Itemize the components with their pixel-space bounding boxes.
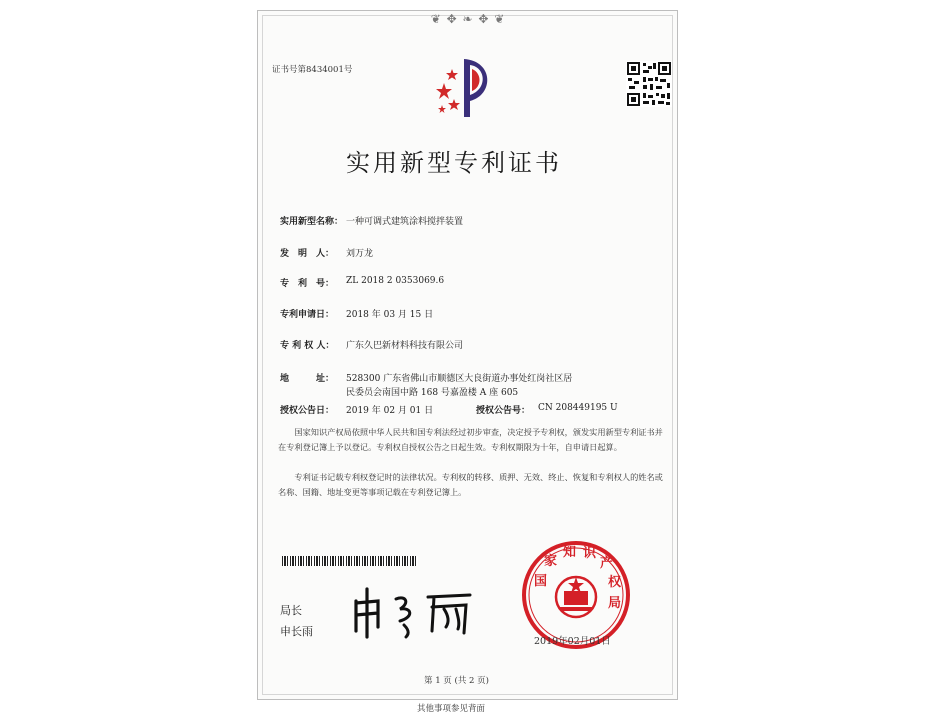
- address-label: 地 址：: [280, 374, 335, 384]
- statement-paragraph-1: 国家知识产权局依照中华人民共和国专利法经过初步审查，决定授予专利权，颁发实用新型专利证书并在专利登记簿上予以登记。专利权自授权公告之日起生效。专利权期限为十年，自申请日起算。: [278, 427, 663, 452]
- grant-date-value: 2019 年 02 月 01 日: [346, 406, 434, 416]
- patentee-label: 专 利 权 人：: [280, 341, 335, 351]
- svg-text:产: 产: [600, 556, 614, 571]
- patent-number-value: ZL 2018 2 0353069.6: [346, 276, 445, 286]
- filing-date-value: 2018 年 03 月 15 日: [346, 310, 434, 320]
- filing-date-label: 专利申请日：: [280, 310, 335, 320]
- certificate-number: 证书号第8434001号: [272, 65, 353, 75]
- barcode-icon: [282, 556, 418, 566]
- address-line-1: 528300 广东省佛山市顺德区大良街道办事处红岗社区居: [346, 374, 573, 384]
- grant-number-label: 授权公告号：: [476, 406, 531, 416]
- address-line-2: 民委员会南国中路 168 号嘉盈楼 A 座 605: [346, 388, 519, 398]
- patent-certificate: [257, 10, 678, 700]
- handwritten-signature-icon: [348, 581, 478, 641]
- utility-name-value: 一种可调式建筑涂料搅拌装置: [346, 217, 464, 227]
- patent-number-label: 专 利 号：: [280, 279, 335, 289]
- grant-date-label: 授权公告日：: [280, 406, 335, 416]
- director-name: 申长雨: [280, 625, 313, 638]
- seal-date: 2019年02月01日: [534, 636, 611, 647]
- svg-text:识: 识: [583, 546, 597, 561]
- utility-name-label: 实用新型名称：: [280, 217, 344, 227]
- inventor-value: 刘万龙: [346, 249, 374, 259]
- patentee-value: 广东久巴新材料科技有限公司: [346, 341, 464, 351]
- top-ornament: ❦ ✥ ❧ ✥ ❦: [430, 12, 506, 26]
- certificate-title: 实用新型专利证书: [346, 149, 562, 177]
- statement-paragraph-2: 专利证书记载专利权登记时的法律状况。专利权的转移、质押、无效、终止、恢复和专利权人的姓名或名称、国籍、地址变更等事项记载在专利登记簿上。: [278, 472, 663, 497]
- cnipa-logo-icon: [436, 55, 496, 121]
- svg-text:局: 局: [608, 596, 622, 611]
- svg-text:家: 家: [544, 554, 558, 569]
- qr-code-icon: [626, 61, 672, 107]
- page-indicator: 第 1 页 (共 2 页): [424, 676, 489, 686]
- svg-text:权: 权: [608, 575, 622, 590]
- footer-note: 其他事项参见背面: [417, 704, 486, 714]
- grant-number-value: CN 208449195 U: [538, 403, 618, 413]
- inventor-label: 发 明 人：: [280, 249, 335, 259]
- svg-text:国: 国: [534, 574, 548, 589]
- svg-text:知: 知: [563, 545, 577, 560]
- director-title: 局长: [280, 604, 302, 617]
